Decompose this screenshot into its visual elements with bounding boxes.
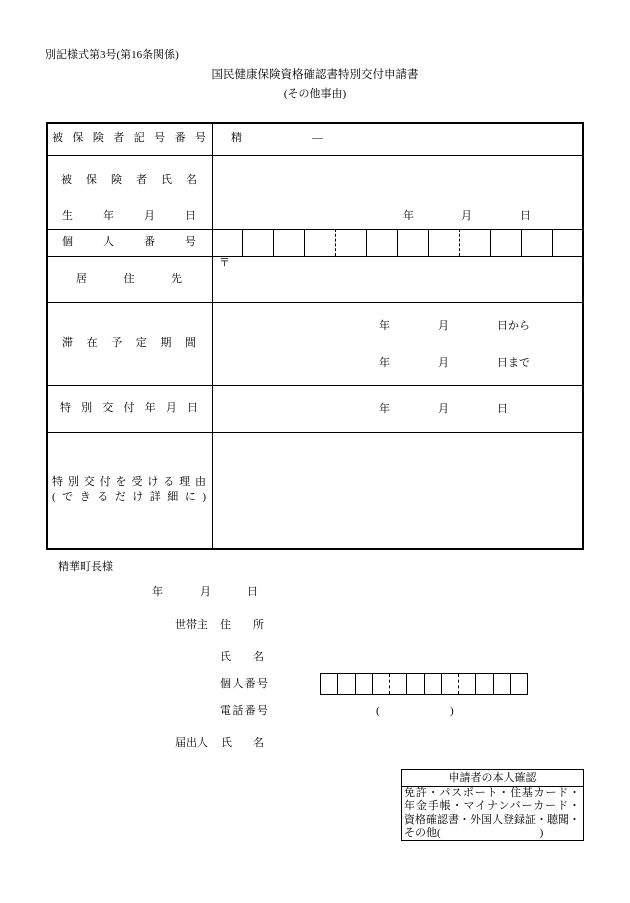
number-digit-box[interactable]: [491, 229, 522, 256]
stay-start-day-marker: 日から: [497, 320, 530, 332]
householder-label: 世帯主: [175, 619, 208, 631]
number-digit-box[interactable]: [212, 229, 243, 256]
symbol-number-label: 被保険者記号番号: [52, 132, 216, 144]
number-digit-box[interactable]: [321, 674, 338, 694]
submission-year-marker: 年: [152, 586, 163, 598]
identity-check-title: 申請者の本人確認: [402, 770, 583, 787]
number-digit-box[interactable]: [522, 229, 553, 256]
postal-mark: 〒: [219, 257, 230, 269]
birth-date-label: 生年月日: [62, 210, 226, 222]
form-subtitle: (その他事由): [283, 88, 347, 100]
issue-date-label: 特別交付年月日: [60, 402, 209, 414]
stay-end-year-marker: 年: [379, 357, 390, 369]
form-number: 別記様式第3号(第16条関係): [45, 49, 179, 61]
phone-open-paren: (: [376, 705, 380, 717]
number-digit-box[interactable]: [305, 229, 336, 256]
number-digit-box[interactable]: [338, 674, 355, 694]
issue-year-marker: 年: [379, 403, 390, 415]
birth-month-marker: 月: [461, 210, 472, 222]
number-digit-box[interactable]: [373, 674, 390, 694]
addressee: 精華町長様: [58, 561, 113, 573]
issue-day-marker: 日: [497, 403, 508, 415]
phone-field[interactable]: [372, 705, 462, 717]
number-digit-box[interactable]: [553, 229, 584, 256]
identity-check-line: 資格確認書・外国人登録証・聴聞・: [404, 813, 580, 826]
number-digit-box[interactable]: [243, 229, 274, 256]
symbol-prefix: 精: [231, 132, 242, 144]
stay-start-year-marker: 年: [379, 320, 390, 332]
householder-address-label: 住所: [220, 619, 286, 631]
individual-number-label: 個人番号: [62, 236, 226, 248]
form-title: 国民健康保険資格確認書特別交付申請書: [211, 69, 419, 81]
submission-day-marker: 日: [247, 586, 258, 598]
number-digit-box[interactable]: [407, 674, 424, 694]
symbol-separator: —: [312, 132, 323, 144]
stay-end-month-marker: 月: [438, 357, 449, 369]
insured-name-label: 被保険者氏名: [61, 174, 211, 186]
householder-number-label: 個人番号: [220, 678, 270, 690]
number-digit-box[interactable]: [511, 674, 527, 694]
number-digit-box[interactable]: [476, 674, 493, 694]
identity-check-line: 年金手帳・マイナンバーカード・: [404, 800, 581, 813]
individual-number-boxes: [212, 229, 584, 256]
number-digit-box[interactable]: [494, 674, 511, 694]
notifier-name-label: 氏名: [221, 737, 285, 749]
insured-name-field[interactable]: [213, 156, 582, 202]
application-table: [46, 122, 584, 550]
number-digit-box[interactable]: [356, 674, 373, 694]
issue-date-field[interactable]: [213, 386, 582, 432]
number-digit-box[interactable]: [274, 229, 305, 256]
reason-note: (できるだけ詳細に): [52, 491, 213, 503]
identity-check-line: 免許・パスポート・住基カード・: [404, 787, 581, 799]
number-digit-box[interactable]: [442, 674, 459, 694]
phone-close-paren: ): [450, 705, 454, 717]
stay-start-month-marker: 月: [438, 320, 449, 332]
identity-check-box: [401, 769, 584, 841]
submission-month-marker: 月: [200, 586, 211, 598]
residence-field[interactable]: [213, 257, 582, 302]
number-digit-box[interactable]: [336, 229, 367, 256]
number-digit-box[interactable]: [367, 229, 398, 256]
identity-check-line: その他( ): [404, 827, 544, 840]
birth-date-field[interactable]: [213, 202, 582, 229]
number-digit-box[interactable]: [390, 674, 407, 694]
phone-label: 電話番号: [220, 705, 270, 717]
reason-field[interactable]: [213, 433, 582, 548]
birth-year-marker: 年: [403, 210, 414, 222]
reason-label: 特別交付を受ける理由: [52, 476, 211, 488]
symbol-number-field[interactable]: [213, 122, 582, 155]
number-digit-box[interactable]: [425, 674, 442, 694]
birth-day-marker: 日: [520, 210, 531, 222]
stay-period-field[interactable]: [213, 303, 582, 385]
householder-number-boxes: [320, 673, 528, 695]
notifier-label: 届出人: [175, 737, 208, 749]
stay-period-label: 滞在予定期間: [62, 337, 210, 349]
householder-name-label: 氏名: [220, 651, 286, 663]
number-digit-box[interactable]: [429, 229, 460, 256]
residence-label: 居住先: [76, 273, 219, 285]
number-digit-box[interactable]: [460, 229, 491, 256]
stay-end-day-marker: 日まで: [497, 357, 530, 369]
number-digit-box[interactable]: [459, 674, 476, 694]
issue-month-marker: 月: [438, 403, 449, 415]
number-digit-box[interactable]: [398, 229, 429, 256]
